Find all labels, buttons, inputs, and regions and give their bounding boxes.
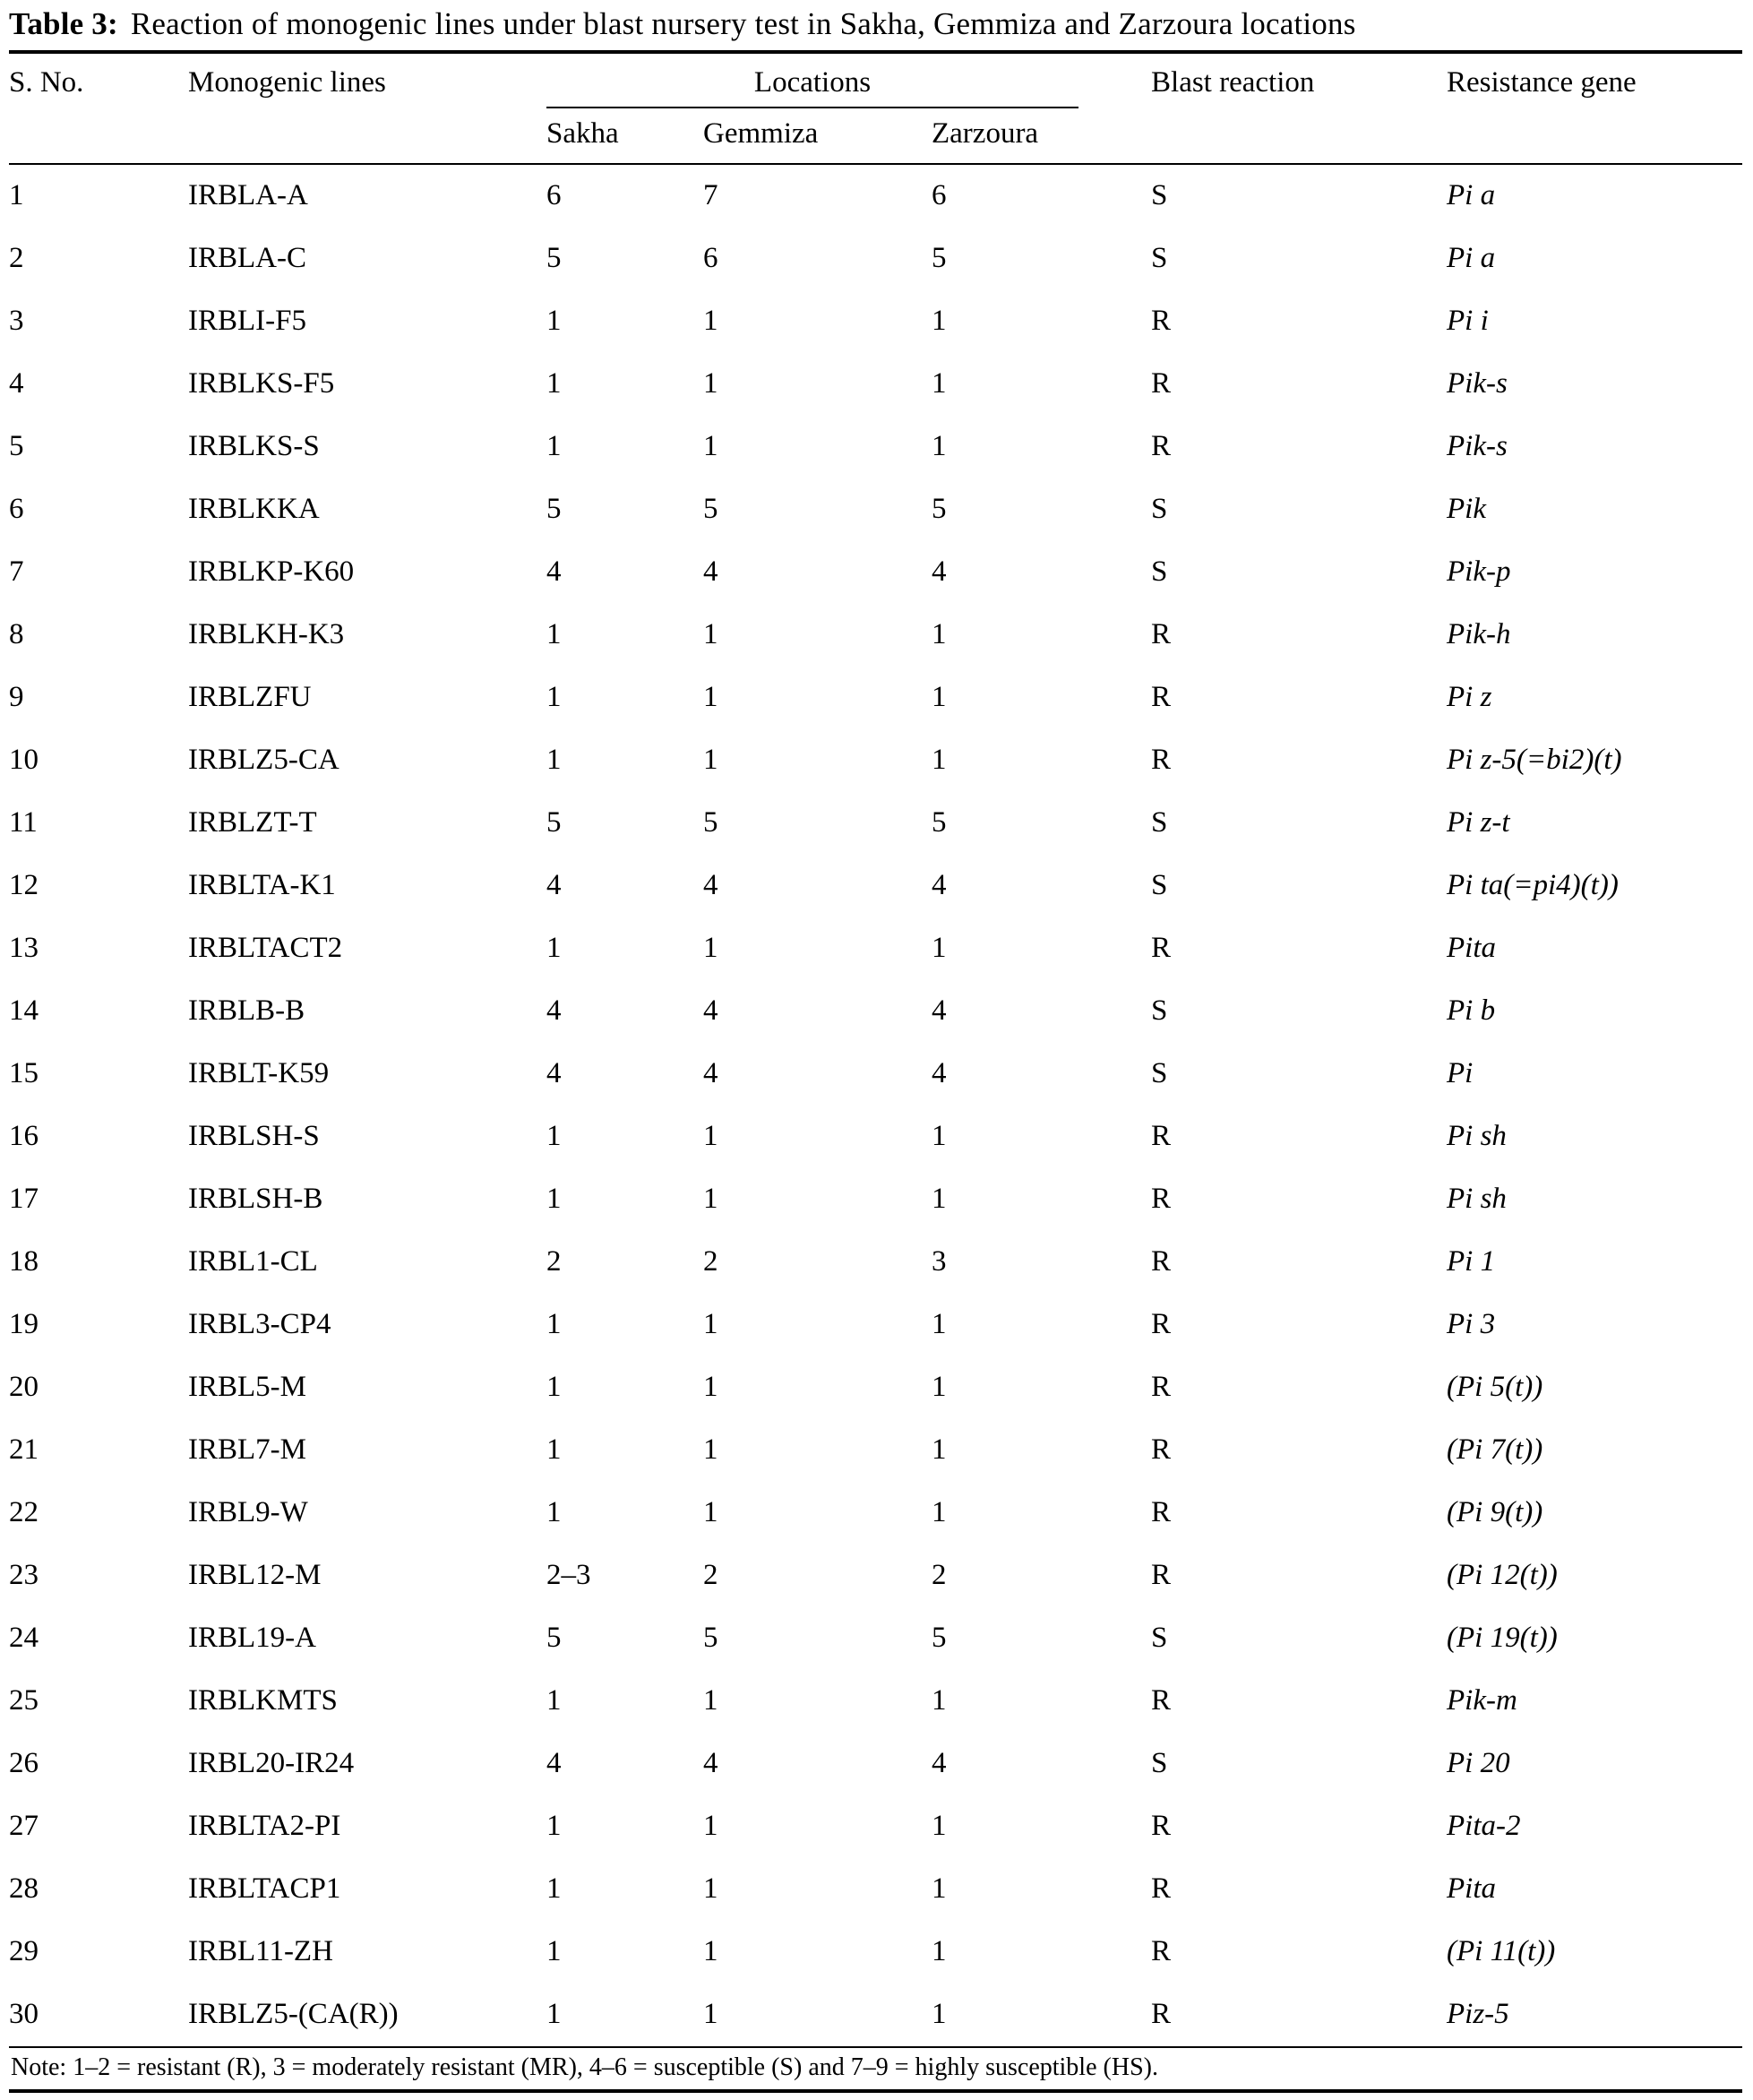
cell-gemmiza-score: 6 (703, 242, 718, 274)
cell-zarzoura-score: 1 (932, 1684, 947, 1717)
cell-resistance-gene: Pi 1 (1447, 1245, 1496, 1278)
cell-blast-reaction: R (1151, 681, 1172, 713)
cell-s-no: 29 (9, 1935, 39, 1967)
cell-s-no: 1 (9, 179, 24, 211)
header-sakha: Sakha (546, 117, 619, 150)
table-row (9, 1733, 1742, 1795)
cell-monogenic-line: IRBLTACP1 (188, 1872, 341, 1905)
cell-sakha-score: 1 (546, 1872, 562, 1905)
cell-s-no: 28 (9, 1872, 39, 1905)
cell-blast-reaction: R (1151, 1371, 1172, 1403)
cell-sakha-score: 1 (546, 1183, 562, 1215)
table-note: Note: 1–2 = resistant (R), 3 = moderately resistant (MR), 4–6 = susceptible (S) and 7–9 = highly susceptible (HS). (9, 2046, 1742, 2093)
cell-gemmiza-score: 1 (703, 1872, 718, 1905)
cell-blast-reaction: R (1151, 430, 1172, 462)
cell-blast-reaction: R (1151, 1810, 1172, 1842)
table-row (9, 1607, 1742, 1670)
cell-zarzoura-score: 1 (932, 932, 947, 964)
cell-gemmiza-score: 1 (703, 1998, 718, 2030)
table-row (9, 290, 1742, 353)
cell-gemmiza-score: 4 (703, 994, 718, 1027)
cell-s-no: 12 (9, 869, 39, 901)
cell-blast-reaction: R (1151, 1496, 1172, 1528)
cell-resistance-gene: Pi i (1447, 305, 1489, 337)
cell-blast-reaction: R (1151, 744, 1172, 776)
cell-s-no: 11 (9, 806, 38, 839)
cell-resistance-gene: Pi 20 (1447, 1747, 1510, 1779)
cell-s-no: 30 (9, 1998, 39, 2030)
table-row (9, 917, 1742, 980)
cell-gemmiza-score: 7 (703, 179, 718, 211)
cell-sakha-score: 1 (546, 681, 562, 713)
table-row (9, 541, 1742, 604)
cell-zarzoura-score: 4 (932, 555, 947, 588)
cell-sakha-score: 5 (546, 493, 562, 525)
cell-monogenic-line: IRBLTA2-PI (188, 1810, 341, 1842)
cell-gemmiza-score: 1 (703, 430, 718, 462)
cell-sakha-score: 4 (546, 1747, 562, 1779)
table-row (9, 1670, 1742, 1733)
cell-resistance-gene: Pi z-t (1447, 806, 1510, 839)
cell-zarzoura-score: 1 (932, 744, 947, 776)
cell-gemmiza-score: 1 (703, 681, 718, 713)
data-table (9, 54, 1742, 2046)
cell-blast-reaction: S (1151, 806, 1168, 839)
cell-zarzoura-score: 2 (932, 1559, 947, 1591)
cell-s-no: 18 (9, 1245, 39, 1278)
cell-gemmiza-score: 5 (703, 1622, 718, 1654)
header-gemmiza: Gemmiza (703, 117, 819, 150)
cell-blast-reaction: S (1151, 493, 1168, 525)
cell-blast-reaction: S (1151, 555, 1168, 588)
cell-gemmiza-score: 2 (703, 1245, 718, 1278)
cell-blast-reaction: R (1151, 1183, 1172, 1215)
cell-resistance-gene: Pi a (1447, 242, 1496, 274)
cell-monogenic-line: IRBL1-CL (188, 1245, 318, 1278)
table-row (9, 1043, 1742, 1106)
header-locations-group (546, 54, 1151, 108)
cell-zarzoura-score: 4 (932, 1747, 947, 1779)
table-row (9, 478, 1742, 541)
header-blast-reaction: Blast reaction (1151, 66, 1315, 99)
cell-blast-reaction: R (1151, 1120, 1172, 1152)
cell-s-no: 8 (9, 618, 24, 650)
cell-zarzoura-score: 6 (932, 179, 947, 211)
cell-zarzoura-score: 1 (932, 1308, 947, 1340)
cell-blast-reaction: R (1151, 1998, 1172, 2030)
cell-sakha-score: 5 (546, 242, 562, 274)
cell-sakha-score: 1 (546, 932, 562, 964)
cell-monogenic-line: IRBLKMTS (188, 1684, 338, 1717)
cell-monogenic-line: IRBL11-ZH (188, 1935, 333, 1967)
table-caption-text: Reaction of monogenic lines under blast nursery test in Sakha, Gemmiza and Zarzoura locations (130, 6, 1356, 41)
cell-gemmiza-score: 1 (703, 305, 718, 337)
cell-zarzoura-score: 1 (932, 430, 947, 462)
header-resistance-gene: Resistance gene (1447, 66, 1637, 99)
table-container (9, 50, 1742, 2046)
cell-monogenic-line: IRBLKS-S (188, 430, 320, 462)
cell-sakha-score: 2 (546, 1245, 562, 1278)
cell-blast-reaction: R (1151, 1308, 1172, 1340)
cell-resistance-gene: Pik-s (1447, 430, 1508, 462)
cell-gemmiza-score: 1 (703, 367, 718, 400)
table-row (9, 729, 1742, 792)
table-row (9, 1419, 1742, 1482)
cell-gemmiza-score: 1 (703, 744, 718, 776)
cell-s-no: 17 (9, 1183, 39, 1215)
cell-blast-reaction: R (1151, 1559, 1172, 1591)
cell-monogenic-line: IRBLZ5-CA (188, 744, 339, 776)
cell-gemmiza-score: 1 (703, 618, 718, 650)
header-s-no: S. No. (9, 66, 84, 99)
cell-zarzoura-score: 4 (932, 869, 947, 901)
cell-zarzoura-score: 1 (932, 1496, 947, 1528)
cell-zarzoura-score: 1 (932, 1183, 947, 1215)
table-caption (9, 4, 1742, 50)
cell-gemmiza-score: 1 (703, 1496, 718, 1528)
cell-monogenic-line: IRBLKP-K60 (188, 555, 355, 588)
cell-resistance-gene: Pik-s (1447, 367, 1508, 400)
cell-resistance-gene: Pi z-5(=bi2)(t) (1447, 744, 1622, 776)
cell-monogenic-line: IRBL20-IR24 (188, 1747, 355, 1779)
cell-blast-reaction: S (1151, 1622, 1168, 1654)
cell-sakha-score: 1 (546, 1371, 562, 1403)
cell-sakha-score: 4 (546, 1057, 562, 1089)
cell-resistance-gene: Pita (1447, 932, 1497, 964)
cell-zarzoura-score: 1 (932, 305, 947, 337)
cell-monogenic-line: IRBL5-M (188, 1371, 306, 1403)
cell-blast-reaction: R (1151, 618, 1172, 650)
cell-gemmiza-score: 1 (703, 1433, 718, 1466)
cell-gemmiza-score: 4 (703, 1057, 718, 1089)
table-row (9, 1482, 1742, 1545)
cell-gemmiza-score: 2 (703, 1559, 718, 1591)
table-row (9, 1294, 1742, 1356)
cell-gemmiza-score: 1 (703, 1684, 718, 1717)
cell-gemmiza-score: 1 (703, 932, 718, 964)
cell-sakha-score: 1 (546, 618, 562, 650)
cell-sakha-score: 4 (546, 994, 562, 1027)
cell-monogenic-line: IRBLKS-F5 (188, 367, 335, 400)
header-zarzoura: Zarzoura (932, 117, 1039, 150)
cell-monogenic-line: IRBLZT-T (188, 806, 317, 839)
cell-s-no: 27 (9, 1810, 39, 1842)
table-row (9, 792, 1742, 855)
cell-zarzoura-score: 5 (932, 806, 947, 839)
cell-s-no: 23 (9, 1559, 39, 1591)
cell-monogenic-line: IRBLZ5-(CA(R)) (188, 1998, 399, 2030)
cell-sakha-score: 2–3 (546, 1559, 591, 1591)
cell-gemmiza-score: 1 (703, 1810, 718, 1842)
table-row (9, 1168, 1742, 1231)
cell-resistance-gene: (Pi 12(t)) (1447, 1559, 1558, 1591)
cell-s-no: 20 (9, 1371, 39, 1403)
cell-resistance-gene: Piz-5 (1447, 1998, 1509, 2030)
cell-monogenic-line: IRBLT-K59 (188, 1057, 330, 1089)
cell-zarzoura-score: 1 (932, 1120, 947, 1152)
cell-blast-reaction: R (1151, 1872, 1172, 1905)
cell-s-no: 3 (9, 305, 24, 337)
cell-resistance-gene: Pik-p (1447, 555, 1511, 588)
cell-resistance-gene: Pita-2 (1447, 1810, 1521, 1842)
cell-zarzoura-score: 4 (932, 994, 947, 1027)
cell-sakha-score: 1 (546, 1810, 562, 1842)
cell-s-no: 13 (9, 932, 39, 964)
cell-gemmiza-score: 4 (703, 555, 718, 588)
cell-s-no: 4 (9, 367, 24, 400)
cell-zarzoura-score: 3 (932, 1245, 947, 1278)
cell-blast-reaction: R (1151, 1245, 1172, 1278)
header-locations-label: Locations (546, 66, 1078, 108)
cell-monogenic-line: IRBLA-C (188, 242, 306, 274)
cell-sakha-score: 4 (546, 555, 562, 588)
cell-sakha-score: 4 (546, 869, 562, 901)
cell-resistance-gene: (Pi 19(t)) (1447, 1622, 1558, 1654)
cell-blast-reaction: R (1151, 1433, 1172, 1466)
cell-gemmiza-score: 1 (703, 1935, 718, 1967)
cell-monogenic-line: IRBLKKA (188, 493, 320, 525)
cell-zarzoura-score: 1 (932, 1998, 947, 2030)
cell-resistance-gene: Pi sh (1447, 1183, 1507, 1215)
cell-sakha-score: 1 (546, 305, 562, 337)
cell-s-no: 5 (9, 430, 24, 462)
table-row (9, 1356, 1742, 1419)
cell-blast-reaction: S (1151, 1747, 1168, 1779)
cell-zarzoura-score: 1 (932, 1810, 947, 1842)
cell-sakha-score: 1 (546, 1935, 562, 1967)
cell-monogenic-line: IRBLA-A (188, 179, 308, 211)
cell-zarzoura-score: 5 (932, 1622, 947, 1654)
cell-s-no: 15 (9, 1057, 39, 1089)
cell-gemmiza-score: 5 (703, 493, 718, 525)
cell-monogenic-line: IRBL7-M (188, 1433, 306, 1466)
cell-sakha-score: 1 (546, 1308, 562, 1340)
cell-blast-reaction: R (1151, 1935, 1172, 1967)
cell-monogenic-line: IRBL12-M (188, 1559, 322, 1591)
table-caption-label: Table 3: (9, 6, 118, 41)
cell-s-no: 6 (9, 493, 24, 525)
cell-zarzoura-score: 1 (932, 367, 947, 400)
cell-monogenic-line: IRBLSH-S (188, 1120, 320, 1152)
cell-s-no: 22 (9, 1496, 39, 1528)
table-row (9, 667, 1742, 729)
cell-zarzoura-score: 5 (932, 493, 947, 525)
cell-resistance-gene: Pi a (1447, 179, 1496, 211)
table-header (9, 54, 1742, 164)
cell-zarzoura-score: 4 (932, 1057, 947, 1089)
cell-resistance-gene: (Pi 5(t)) (1447, 1371, 1543, 1403)
cell-monogenic-line: IRBLB-B (188, 994, 305, 1027)
cell-gemmiza-score: 5 (703, 806, 718, 839)
cell-monogenic-line: IRBL19-A (188, 1622, 316, 1654)
cell-s-no: 9 (9, 681, 24, 713)
table-row (9, 1231, 1742, 1294)
cell-sakha-score: 1 (546, 1998, 562, 2030)
cell-resistance-gene: Pi ta(=pi4)(t)) (1447, 869, 1619, 901)
cell-zarzoura-score: 1 (932, 681, 947, 713)
table-row (9, 1795, 1742, 1858)
cell-monogenic-line: IRBLZFU (188, 681, 312, 713)
cell-resistance-gene: Pi z (1447, 681, 1492, 713)
cell-zarzoura-score: 1 (932, 1935, 947, 1967)
cell-sakha-score: 1 (546, 430, 562, 462)
cell-gemmiza-score: 4 (703, 869, 718, 901)
cell-s-no: 10 (9, 744, 39, 776)
table-row (9, 228, 1742, 290)
header-monogenic-lines: Monogenic lines (188, 66, 386, 99)
cell-sakha-score: 1 (546, 744, 562, 776)
cell-blast-reaction: S (1151, 869, 1168, 901)
table-row (9, 855, 1742, 917)
cell-resistance-gene: (Pi 9(t)) (1447, 1496, 1543, 1528)
cell-zarzoura-score: 5 (932, 242, 947, 274)
cell-s-no: 7 (9, 555, 24, 588)
cell-s-no: 25 (9, 1684, 39, 1717)
table-row (9, 1545, 1742, 1607)
cell-resistance-gene: (Pi 7(t)) (1447, 1433, 1543, 1466)
cell-blast-reaction: R (1151, 932, 1172, 964)
cell-blast-reaction: S (1151, 1057, 1168, 1089)
cell-blast-reaction: R (1151, 305, 1172, 337)
cell-gemmiza-score: 1 (703, 1308, 718, 1340)
cell-resistance-gene: Pi (1447, 1057, 1474, 1089)
table-row (9, 604, 1742, 667)
cell-zarzoura-score: 1 (932, 1433, 947, 1466)
cell-resistance-gene: (Pi 11(t)) (1447, 1935, 1556, 1967)
cell-s-no: 16 (9, 1120, 39, 1152)
cell-sakha-score: 1 (546, 1433, 562, 1466)
cell-zarzoura-score: 1 (932, 618, 947, 650)
table-row (9, 1106, 1742, 1168)
cell-blast-reaction: S (1151, 994, 1168, 1027)
cell-s-no: 21 (9, 1433, 39, 1466)
cell-resistance-gene: Pik (1447, 493, 1486, 525)
cell-sakha-score: 1 (546, 1496, 562, 1528)
cell-monogenic-line: IRBLI-F5 (188, 305, 306, 337)
cell-sakha-score: 6 (546, 179, 562, 211)
table-body (9, 164, 1742, 2046)
cell-monogenic-line: IRBL9-W (188, 1496, 308, 1528)
cell-monogenic-line: IRBLTACT2 (188, 932, 343, 964)
table-row (9, 164, 1742, 228)
cell-resistance-gene: Pik-h (1447, 618, 1511, 650)
cell-blast-reaction: S (1151, 242, 1168, 274)
cell-s-no: 19 (9, 1308, 39, 1340)
cell-s-no: 26 (9, 1747, 39, 1779)
cell-gemmiza-score: 4 (703, 1747, 718, 1779)
cell-gemmiza-score: 1 (703, 1120, 718, 1152)
cell-zarzoura-score: 1 (932, 1371, 947, 1403)
table-row (9, 1921, 1742, 1984)
cell-monogenic-line: IRBLKH-K3 (188, 618, 345, 650)
cell-monogenic-line: IRBL3-CP4 (188, 1308, 331, 1340)
cell-s-no: 24 (9, 1622, 39, 1654)
cell-resistance-gene: Pita (1447, 1872, 1497, 1905)
cell-monogenic-line: IRBLSH-B (188, 1183, 323, 1215)
cell-resistance-gene: Pi 3 (1447, 1308, 1496, 1340)
table-row (9, 1858, 1742, 1921)
table-row (9, 980, 1742, 1043)
cell-sakha-score: 1 (546, 1684, 562, 1717)
cell-s-no: 2 (9, 242, 24, 274)
cell-s-no: 14 (9, 994, 39, 1027)
cell-resistance-gene: Pik-m (1447, 1684, 1517, 1717)
table-row (9, 1984, 1742, 2046)
cell-resistance-gene: Pi b (1447, 994, 1496, 1027)
table-row (9, 416, 1742, 478)
cell-sakha-score: 1 (546, 367, 562, 400)
table-row (9, 353, 1742, 416)
cell-sakha-score: 5 (546, 806, 562, 839)
cell-blast-reaction: S (1151, 179, 1168, 211)
cell-zarzoura-score: 1 (932, 1872, 947, 1905)
cell-sakha-score: 5 (546, 1622, 562, 1654)
cell-blast-reaction: R (1151, 1684, 1172, 1717)
cell-gemmiza-score: 1 (703, 1183, 718, 1215)
cell-gemmiza-score: 1 (703, 1371, 718, 1403)
cell-blast-reaction: R (1151, 367, 1172, 400)
cell-resistance-gene: Pi sh (1447, 1120, 1507, 1152)
cell-monogenic-line: IRBLTA-K1 (188, 869, 336, 901)
cell-sakha-score: 1 (546, 1120, 562, 1152)
